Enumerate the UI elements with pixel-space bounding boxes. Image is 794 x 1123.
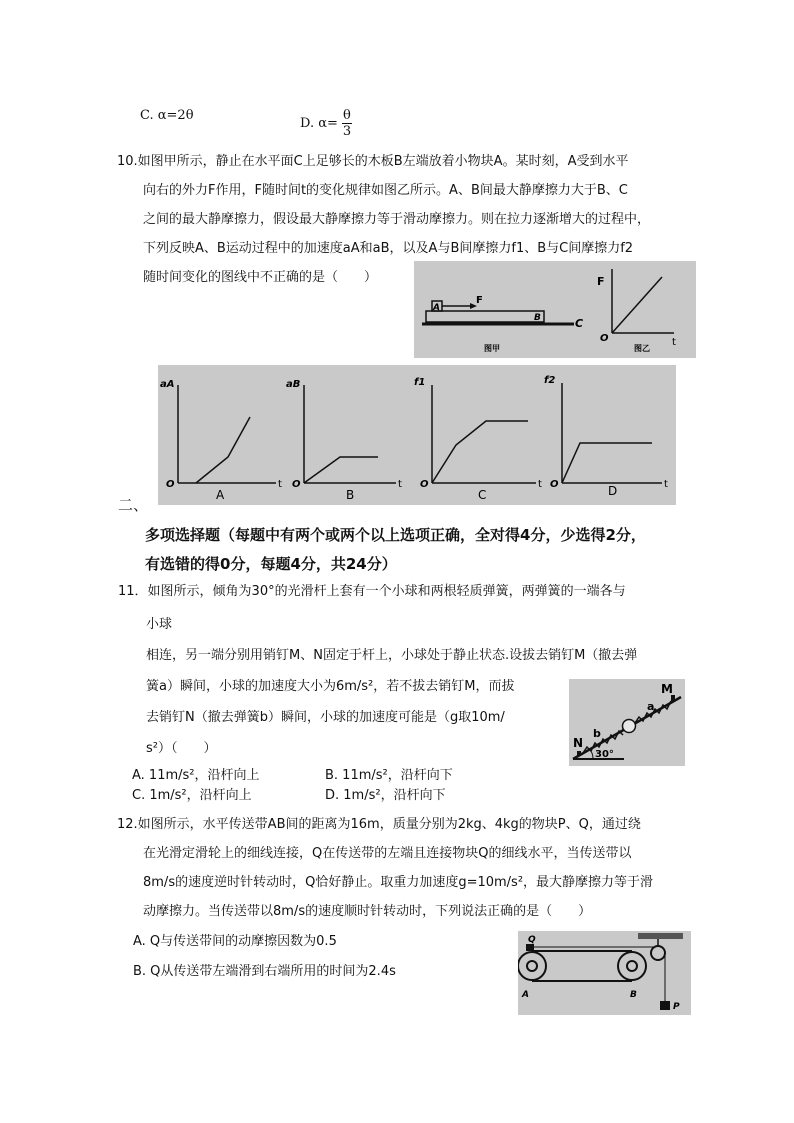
q11-line-6: s²）（ ） (146, 741, 217, 756)
pulley-b (618, 952, 646, 980)
graph-a-curve (196, 417, 250, 483)
q11-line-3: 相连，另一端分别用销钉M、N固定于杆上，小球处于静止状态.设拔去销钉M（撤去弹 (146, 648, 638, 663)
graph-a-ylabel: aA (160, 379, 175, 390)
section-2-title-line-1: 多项选择题（每题中有两个或两个以上选项正确，全对得4分，少选得2分， (145, 526, 646, 544)
fixed-pulley (651, 946, 665, 960)
graph-yi-line (612, 277, 662, 333)
q12-line-1: 12.如图所示，水平传送带AB间的距离为16m，质量分别为2kg、4kg的物块P、Q，通过绕 (117, 817, 641, 832)
label-f: F (476, 295, 483, 306)
q12-option-b: B. Q从传送带左端滑到右端所用的时间为2.4s (133, 964, 396, 979)
q12-option-a: A. Q与传送带间的动摩擦因数为0.5 (133, 934, 337, 949)
q10-line-1: 10.如图甲所示，静止在水平面C上足够长的木板B左端放着小物块A。某时刻，A受到水平 (117, 154, 629, 169)
pulley-a-hub (527, 961, 537, 971)
q10-line-3: 之间的最大静摩擦力，假设最大静摩擦力等于滑动摩擦力。则在拉力逐渐增大的过程中， (143, 212, 651, 227)
q10-line-4: 下列反映A、B运动过程中的加速度aA和aB，以及A与B间摩擦力f1、B与C间摩擦力f2 (143, 241, 634, 256)
label-m: M (661, 682, 673, 696)
graph-a-origin: O (166, 479, 175, 490)
graph-c-ylabel: f1 (414, 377, 426, 388)
graph-a-t: t (278, 479, 282, 490)
q11-option-c: C. 1m/s²，沿杆向上 (132, 788, 252, 803)
ceiling (638, 933, 683, 939)
ball (623, 720, 636, 733)
graph-c-curve (432, 421, 528, 483)
label-b: b (593, 727, 601, 740)
label-p: P (673, 1002, 680, 1012)
q12-figure-conveyor (518, 931, 691, 1015)
graph-a (160, 379, 282, 502)
q9-option-d (300, 108, 352, 139)
label-q: Q (528, 935, 536, 945)
block-p (660, 1001, 670, 1010)
q9-option-d-fraction (342, 108, 352, 139)
caption-jia: 图甲 (484, 344, 500, 353)
q10-line-2: 向右的外力F作用，F随时间t的变化规律如图乙所示。A、B间最大静摩擦力大于B、C (143, 183, 628, 198)
graph-yi-t: t (672, 337, 676, 348)
graph-c (414, 377, 542, 502)
graph-b-t: t (398, 479, 402, 490)
label-a: A (522, 990, 529, 1000)
graph-b-curve (304, 457, 378, 483)
q10-answer-graphs (158, 365, 676, 505)
label-a: a (647, 700, 655, 713)
graph-d-t: t (664, 479, 668, 490)
label-b: B (534, 313, 541, 323)
graph-d-curve (562, 443, 652, 483)
label-a: A (433, 303, 440, 313)
graph-b-origin: O (292, 479, 301, 490)
graph-yi-origin: O (600, 333, 609, 344)
q11-option-d: D. 1m/s²，沿杆向下 (325, 788, 446, 803)
q9-option-c: C. α=2θ (140, 108, 194, 123)
pulley-b-hub (627, 961, 637, 971)
section-2-number: 二、 (118, 496, 149, 514)
q11-line-2: 小球 (146, 617, 173, 632)
graph-yi-f-label: F (597, 275, 605, 288)
graph-a-option: A (216, 488, 225, 502)
caption-yi: 图乙 (634, 344, 650, 353)
fraction-numerator: θ (343, 108, 351, 123)
angle-arc (591, 751, 593, 759)
q11-option-a: A. 11m/s²，沿杆向上 (132, 768, 260, 783)
graph-d (544, 375, 668, 498)
label-angle: 30° (595, 749, 614, 760)
graph-b-ylabel: aB (286, 379, 301, 390)
block-q (526, 944, 534, 951)
label-c: C (575, 317, 584, 330)
q12-line-4: 动摩擦力。当传送带以8m/s的速度顺时针转动时，下列说法正确的是（ ） (143, 904, 592, 919)
graph-c-t: t (538, 479, 542, 490)
graph-c-origin: O (420, 479, 429, 490)
q12-line-2: 在光滑定滑轮上的细线连接，Q在传送带的左端且连接物块Q的细线水平，当传送带以 (143, 846, 632, 861)
label-b: B (630, 990, 637, 1000)
q10-line-5: 随时间变化的图线中不正确的是（ ） (143, 270, 378, 285)
graph-b-option: B (346, 488, 355, 502)
q11-line-4: 簧a）瞬间，小球的加速度大小为6m/s²，若不拔去销钉M，而拔 (146, 679, 515, 694)
q11-figure-incline (569, 679, 685, 766)
section-2-title-line-2: 有选错的得0分，每题4分，共24分） (145, 555, 397, 573)
q10-figure-jia-yi (414, 261, 696, 358)
pulley-a (518, 952, 546, 980)
graph-d-option: D (608, 484, 618, 498)
graph-c-option: C (478, 488, 487, 502)
graph-b (286, 379, 402, 502)
fraction-denominator: 3 (342, 124, 352, 139)
graph-d-ylabel: f2 (544, 375, 556, 386)
pin-n (577, 751, 581, 756)
q11-option-b: B. 11m/s²，沿杆向下 (325, 768, 453, 783)
q12-line-3: 8m/s的速度逆时针转动时，Q恰好静止。取重力加速度g=10m/s²，最大静摩擦力等于滑 (143, 875, 654, 890)
q9-option-d-prefix: D. α= (300, 116, 338, 131)
q11-line-5: 去销钉N（撤去弹簧b）瞬间，小球的加速度可能是（g取10m/ (146, 710, 505, 725)
label-n: N (573, 736, 584, 750)
q11-line-1: 11．如图所示，倾角为30°的光滑杆上套有一个小球和两根轻质弹簧，两弹簧的一端各与 (118, 584, 626, 599)
graph-d-origin: O (550, 479, 559, 490)
board-b (426, 311, 544, 322)
